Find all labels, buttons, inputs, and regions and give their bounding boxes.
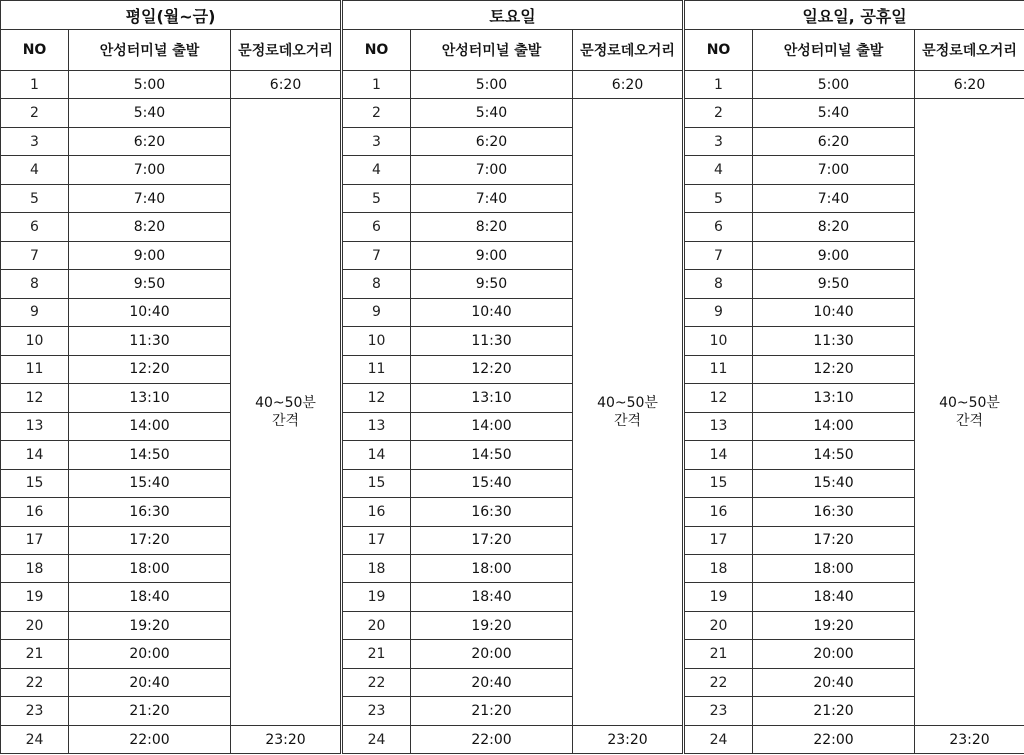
departure-time: 9:00 (411, 241, 573, 269)
column-header-return: 문정로데오거리 (573, 30, 683, 71)
departure-time: 20:40 (753, 668, 915, 696)
departure-time: 12:20 (411, 355, 573, 383)
departure-time: 21:20 (69, 697, 231, 725)
row-number: 23 (685, 697, 753, 725)
column-header-departure: 안성터미널 출발 (69, 30, 231, 71)
row-number: 16 (1, 498, 69, 526)
row-number: 16 (343, 498, 411, 526)
table-title: 일요일, 공휴일 (685, 1, 1024, 30)
row-number: 21 (1, 640, 69, 668)
departure-time: 21:20 (753, 697, 915, 725)
last-return-time: 23:20 (573, 725, 683, 753)
departure-time: 21:20 (411, 697, 573, 725)
departure-time: 9:00 (69, 241, 231, 269)
row-number: 6 (685, 213, 753, 241)
table-row (1, 99, 341, 127)
departure-time: 7:00 (69, 156, 231, 184)
departure-time: 20:00 (69, 640, 231, 668)
column-header-no: NO (1, 30, 69, 71)
departure-time: 7:40 (411, 184, 573, 212)
row-number: 4 (343, 156, 411, 184)
row-number: 12 (1, 384, 69, 412)
first-return-time: 6:20 (231, 71, 341, 99)
departure-time: 18:40 (411, 583, 573, 611)
row-number: 23 (343, 697, 411, 725)
departure-time: 11:30 (69, 327, 231, 355)
row-number: 8 (343, 270, 411, 298)
departure-time: 11:30 (411, 327, 573, 355)
first-return-time: 6:20 (915, 71, 1024, 99)
row-number: 4 (1, 156, 69, 184)
row-number: 1 (1, 71, 69, 99)
first-return-time: 6:20 (573, 71, 683, 99)
row-number: 18 (1, 554, 69, 582)
row-number: 2 (1, 99, 69, 127)
row-number: 1 (685, 71, 753, 99)
row-number: 22 (685, 668, 753, 696)
departure-time: 14:00 (411, 412, 573, 440)
row-number: 17 (1, 526, 69, 554)
row-number: 18 (685, 554, 753, 582)
row-number: 11 (685, 355, 753, 383)
departure-time: 8:20 (411, 213, 573, 241)
departure-time: 17:20 (411, 526, 573, 554)
column-header-return: 문정로데오거리 (231, 30, 341, 71)
departure-time: 22:00 (69, 725, 231, 753)
departure-time: 13:10 (69, 384, 231, 412)
row-number: 8 (1, 270, 69, 298)
departure-time: 11:30 (753, 327, 915, 355)
departure-time: 5:40 (753, 99, 915, 127)
row-number: 5 (343, 184, 411, 212)
row-number: 24 (685, 725, 753, 753)
departure-time: 9:50 (69, 270, 231, 298)
departure-time: 20:40 (69, 668, 231, 696)
row-number: 7 (343, 241, 411, 269)
departure-time: 7:40 (753, 184, 915, 212)
column-header-no: NO (343, 30, 411, 71)
departure-time: 10:40 (753, 298, 915, 326)
departure-time: 5:00 (753, 71, 915, 99)
row-number: 11 (1, 355, 69, 383)
departure-time: 19:20 (69, 611, 231, 639)
row-number: 22 (343, 668, 411, 696)
departure-time: 16:30 (753, 498, 915, 526)
row-number: 10 (685, 327, 753, 355)
departure-time: 9:50 (411, 270, 573, 298)
row-number: 14 (685, 441, 753, 469)
column-header-return: 문정로데오거리 (915, 30, 1024, 71)
departure-time: 9:00 (753, 241, 915, 269)
table-row (343, 71, 683, 99)
departure-time: 12:20 (69, 355, 231, 383)
row-number: 15 (1, 469, 69, 497)
column-header-no: NO (685, 30, 753, 71)
row-number: 19 (1, 583, 69, 611)
table-title: 토요일 (343, 1, 683, 30)
column-header-departure: 안성터미널 출발 (753, 30, 915, 71)
departure-time: 19:20 (753, 611, 915, 639)
row-number: 2 (343, 99, 411, 127)
row-number: 21 (685, 640, 753, 668)
departure-time: 20:40 (411, 668, 573, 696)
departure-time: 10:40 (69, 298, 231, 326)
interval-unit: 간격 (613, 413, 642, 430)
departure-time: 6:20 (411, 127, 573, 155)
departure-time: 17:20 (753, 526, 915, 554)
departure-time: 15:40 (753, 469, 915, 497)
departure-time: 14:50 (411, 441, 573, 469)
row-number: 17 (343, 526, 411, 554)
row-number: 6 (1, 213, 69, 241)
interval-note (915, 99, 1024, 725)
row-number: 9 (343, 298, 411, 326)
departure-time: 6:20 (753, 127, 915, 155)
departure-time: 18:00 (411, 554, 573, 582)
row-number: 3 (1, 127, 69, 155)
departure-time: 5:40 (69, 99, 231, 127)
departure-time: 8:20 (753, 213, 915, 241)
row-number: 21 (343, 640, 411, 668)
departure-time: 18:00 (753, 554, 915, 582)
row-number: 14 (343, 441, 411, 469)
departure-time: 14:00 (753, 412, 915, 440)
departure-time: 15:40 (411, 469, 573, 497)
departure-time: 18:40 (753, 583, 915, 611)
row-number: 17 (685, 526, 753, 554)
row-number: 19 (343, 583, 411, 611)
row-number: 9 (1, 298, 69, 326)
interval-unit: 간격 (955, 413, 984, 430)
row-number: 9 (685, 298, 753, 326)
row-number: 6 (343, 213, 411, 241)
row-number: 23 (1, 697, 69, 725)
departure-time: 14:00 (69, 412, 231, 440)
departure-time: 20:00 (411, 640, 573, 668)
row-number: 20 (1, 611, 69, 639)
row-number: 16 (685, 498, 753, 526)
row-number: 18 (343, 554, 411, 582)
row-number: 20 (685, 611, 753, 639)
table-row (343, 725, 683, 753)
row-number: 1 (343, 71, 411, 99)
interval-value: 40~50분 (939, 395, 1000, 412)
departure-time: 14:50 (69, 441, 231, 469)
table-row (1, 71, 341, 99)
last-return-time: 23:20 (915, 725, 1024, 753)
row-number: 24 (343, 725, 411, 753)
row-number: 12 (685, 384, 753, 412)
departure-time: 20:00 (753, 640, 915, 668)
departure-time: 8:20 (69, 213, 231, 241)
row-number: 5 (685, 184, 753, 212)
row-number: 3 (685, 127, 753, 155)
table-title: 평일(월~금) (1, 1, 341, 30)
row-number: 4 (685, 156, 753, 184)
departure-time: 22:00 (753, 725, 915, 753)
departure-time: 10:40 (411, 298, 573, 326)
row-number: 13 (1, 412, 69, 440)
table-row (343, 99, 683, 127)
departure-time: 7:00 (753, 156, 915, 184)
row-number: 5 (1, 184, 69, 212)
departure-time: 7:40 (69, 184, 231, 212)
departure-time: 5:40 (411, 99, 573, 127)
departure-time: 13:10 (753, 384, 915, 412)
departure-time: 7:00 (411, 156, 573, 184)
timetable-saturday (342, 0, 683, 754)
departure-time: 6:20 (69, 127, 231, 155)
table-row (685, 99, 1024, 127)
departure-time: 5:00 (411, 71, 573, 99)
row-number: 20 (343, 611, 411, 639)
departure-time: 5:00 (69, 71, 231, 99)
departure-time: 18:40 (69, 583, 231, 611)
departure-time: 14:50 (753, 441, 915, 469)
row-number: 15 (685, 469, 753, 497)
interval-note (231, 99, 341, 725)
interval-unit: 간격 (271, 413, 300, 430)
departure-time: 18:00 (69, 554, 231, 582)
departure-time: 9:50 (753, 270, 915, 298)
row-number: 8 (685, 270, 753, 298)
row-number: 10 (343, 327, 411, 355)
row-number: 14 (1, 441, 69, 469)
row-number: 2 (685, 99, 753, 127)
timetable-weekday (0, 0, 341, 754)
row-number: 10 (1, 327, 69, 355)
departure-time: 17:20 (69, 526, 231, 554)
column-header-departure: 안성터미널 출발 (411, 30, 573, 71)
departure-time: 13:10 (411, 384, 573, 412)
table-row (685, 725, 1024, 753)
row-number: 7 (685, 241, 753, 269)
departure-time: 12:20 (753, 355, 915, 383)
departure-time: 16:30 (411, 498, 573, 526)
row-number: 22 (1, 668, 69, 696)
last-return-time: 23:20 (231, 725, 341, 753)
departure-time: 15:40 (69, 469, 231, 497)
departure-time: 19:20 (411, 611, 573, 639)
departure-time: 22:00 (411, 725, 573, 753)
row-number: 3 (343, 127, 411, 155)
row-number: 24 (1, 725, 69, 753)
row-number: 13 (343, 412, 411, 440)
table-row (685, 71, 1024, 99)
timetable-sunday-holiday (684, 0, 1024, 754)
row-number: 12 (343, 384, 411, 412)
row-number: 13 (685, 412, 753, 440)
table-row (1, 725, 341, 753)
row-number: 19 (685, 583, 753, 611)
row-number: 7 (1, 241, 69, 269)
departure-time: 16:30 (69, 498, 231, 526)
interval-note (573, 99, 683, 725)
row-number: 15 (343, 469, 411, 497)
interval-value: 40~50분 (255, 395, 316, 412)
row-number: 11 (343, 355, 411, 383)
interval-value: 40~50분 (597, 395, 658, 412)
